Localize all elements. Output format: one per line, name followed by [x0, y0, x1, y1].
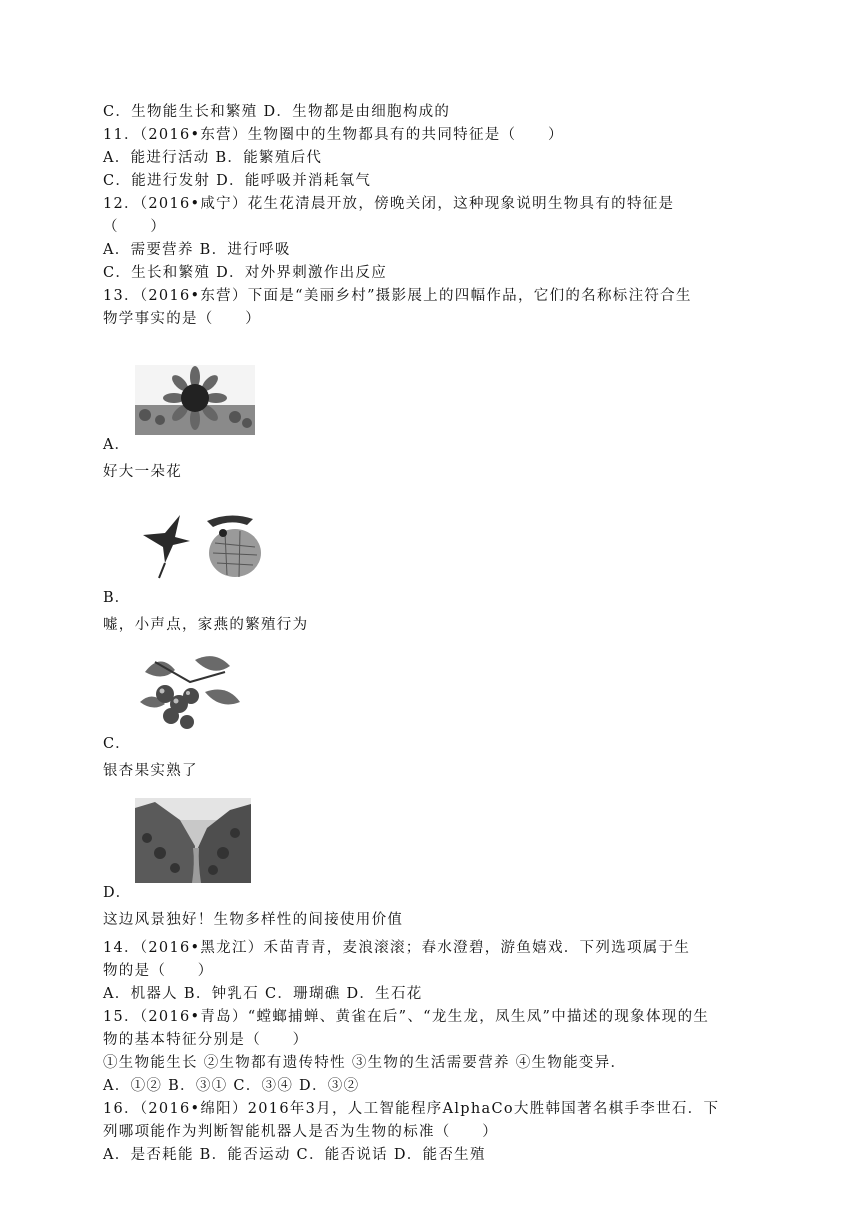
option-letter: C． [103, 736, 131, 752]
question-12-stem: 12．（2016•咸宁）花生花清晨开放，傍晚关闭，这种现象说明生物具有的特征是 [103, 196, 675, 212]
question-14-options: A．机器人 B．钟乳石 C．珊瑚礁 D．生石花 [103, 986, 423, 1002]
question-11-options-2: C．能进行发射 D．能呼吸并消耗氧气 [103, 173, 372, 189]
q13-option-d [103, 798, 763, 937]
question-14-stem-cont: 物的是（ ） [103, 963, 214, 979]
ginkgo-fruit-photo [135, 652, 245, 734]
question-14-stem: 14．（2016•黑龙江）禾苗青青，麦浪滚滚；春水澄碧，游鱼嬉戏．下列选项属于生 [103, 940, 691, 956]
sunflower-photo [135, 365, 255, 435]
option-letter: D． [103, 885, 132, 901]
option-caption: 好大一朵花 [103, 464, 182, 480]
q13-option-a [103, 365, 763, 489]
question-11-options-1: A．能进行活动 B．能繁殖后代 [103, 150, 323, 166]
question-16-options: A．是否耗能 B．能否运动 C．能否说话 D．能否生殖 [103, 1147, 486, 1163]
text-line: C．生物能生长和繁殖 D．生物都是由细胞构成的 [103, 104, 451, 120]
question-15-stem-cont: 物的基本特征分别是（ ） [103, 1032, 309, 1048]
swallow-nest-photo [135, 503, 270, 588]
q13-option-b [103, 503, 763, 642]
question-15-statements: ①生物能生长 ②生物都有遗传特性 ③生物的生活需要营养 ④生物能变异． [103, 1055, 627, 1071]
question-12-options-1: A．需要营养 B．进行呼吸 [103, 242, 291, 258]
question-13-stem-cont: 物学事实的是（ ） [103, 311, 261, 327]
option-letter: B． [103, 590, 131, 606]
option-caption: 这边风景独好！生物多样性的间接使用价值 [103, 912, 404, 928]
question-12-options-2: C．生长和繁殖 D．对外界刺激作出反应 [103, 265, 388, 281]
question-15-stem: 15．（2016•青岛）“螳螂捕蝉、黄雀在后”、“龙生龙，凤生凤”中描述的现象体现的生 [103, 1009, 710, 1025]
question-16-stem-cont: 列哪项能作为判断智能机器人是否为生物的标准（ ） [103, 1124, 498, 1140]
question-12-stem-cont: （ ） [103, 219, 167, 235]
question-13-stem: 13．（2016•东营）下面是“美丽乡村”摄影展上的四幅作品，它们的名称标注符合生 [103, 288, 692, 304]
question-16-stem: 16．（2016•绵阳）2016年3月，人工智能程序AlphaCo大胜韩国著名棋手李世石．下 [103, 1101, 720, 1117]
option-letter: A． [103, 437, 130, 453]
question-11-stem: 11．（2016•东营）生物圈中的生物都具有的共同特征是（ ） [103, 127, 564, 143]
question-15-options: A．①② B．③① C．③④ D．③② [103, 1078, 360, 1094]
question-content [103, 101, 763, 1167]
mountain-valley-photo [135, 798, 251, 883]
q13-option-c [103, 652, 763, 788]
option-caption: 嘘，小声点，家燕的繁殖行为 [103, 617, 309, 633]
option-caption: 银杏果实熟了 [103, 763, 198, 779]
